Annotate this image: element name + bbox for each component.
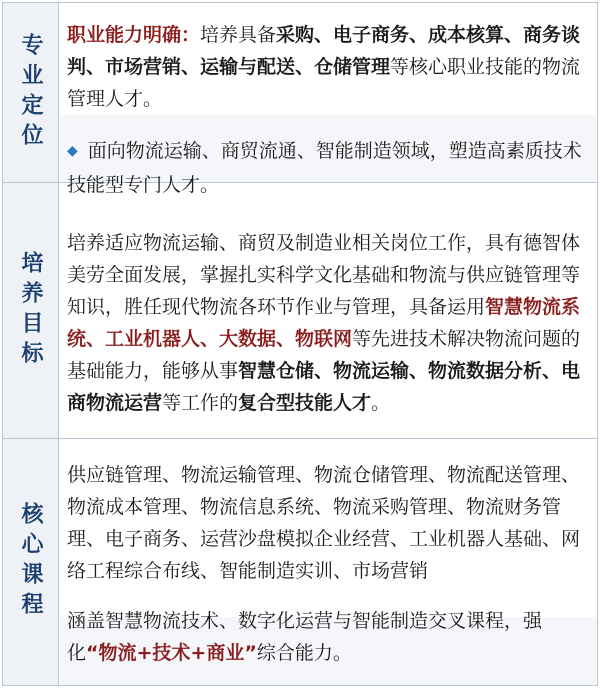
row-label-positioning: 专业定位 xyxy=(3,3,59,182)
diamond-bullet-icon: ◆ xyxy=(67,143,78,159)
objectives-paragraph: 培养适应物流运输、商贸及制造业相关岗位工作，具有德智体美劳全面发展，掌握扎实科学文化基础和物流与供应链管理等知识，胜任现代物流各环节作业与管理，具备运用智慧物流系统、工业机器人、大数据、物联网等先进技术解决物流问题的基础能力，能够从事智慧仓储、物流运输、物流数据分析、电商物流运营等工作的复合型技能人才。 xyxy=(67,232,581,414)
course-summary: 涵盖智慧物流技术、数字化运营与智能制造交叉课程，强化“物流+技术+商业”综合能力。 xyxy=(67,610,543,664)
row-content-positioning xyxy=(67,19,589,196)
job-areas: 智慧仓储、物流运输、物流数据分析、电商物流运营 xyxy=(67,360,581,414)
row-label-objectives: 培养目标 xyxy=(3,183,59,438)
table-row-objectives xyxy=(3,183,597,439)
table-row-courses xyxy=(3,439,597,685)
row-content-courses xyxy=(67,459,589,685)
row-label-courses: 核心课程 xyxy=(3,439,59,685)
talent-type: 复合型技能人才 xyxy=(238,392,372,414)
positioning-paragraph: 职业能力明确：培养具备采购、电子商务、成本核算、商务谈判、市场营销、运输与配送、仓储管理等核心职业技能的物流管理人才。 xyxy=(67,24,581,110)
table-grid xyxy=(2,2,598,686)
positioning-bullet: ◆ 面向物流运输、商贸流通、智能制造领域，塑造高素质技术技能型专门人才。 xyxy=(67,140,582,196)
core-skills: 采购、电子商务、成本核算、商务谈判、市场营销、运输与配送、仓储管理 xyxy=(67,24,581,78)
course-list: 供应链管理、物流运输管理、物流仓储管理、物流配送管理、物流成本管理、物流信息系统、物流采购管理、物流财务管理、电子商务、运营沙盘模拟企业经营、工业机器人基础、网络工程综合布线、智能制造实训、市场营销 xyxy=(67,464,581,582)
table-row-positioning xyxy=(3,3,597,196)
tech-highlight: 智慧物流系统、工业机器人、大数据、物联网 xyxy=(67,296,581,350)
combined-ability: “物流+技术+商业” xyxy=(86,642,257,664)
row-content-objectives xyxy=(67,227,589,438)
ability-heading: 职业能力明确： xyxy=(67,24,201,46)
